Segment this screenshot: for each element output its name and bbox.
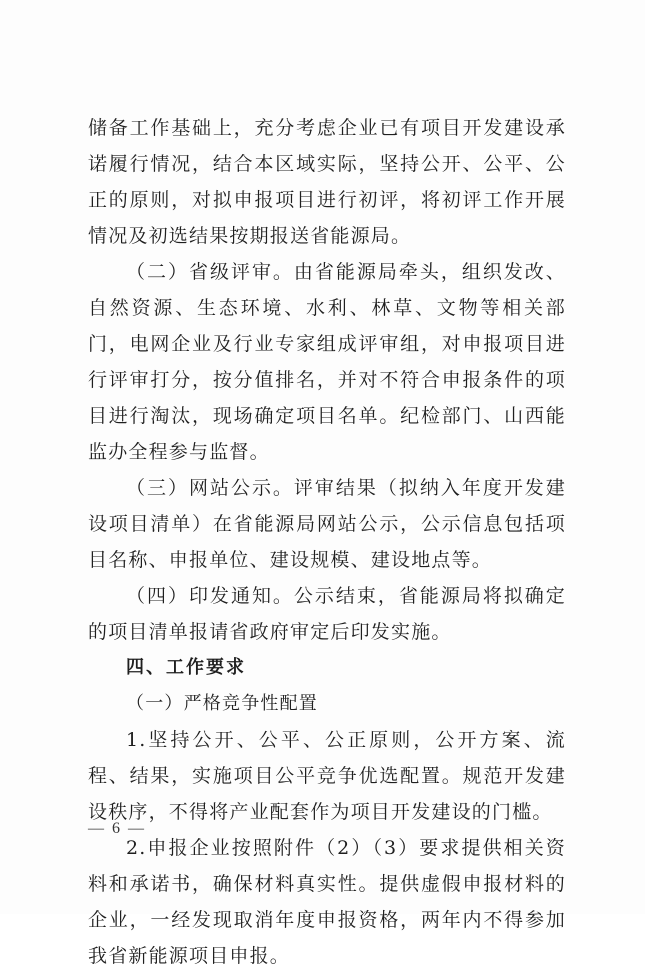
paragraph-provincial-review: （二）省级评审。由省能源局牵头，组织发改、自然资源、生态环境、水利、林草、文物等相关部门，电网企业及行业专家组成评审组，对申报项目进行评审打分，按分值排名，并对不符合申报条件的项目进行淘汰，现场确定项目名单。纪检部门、山西能监办全程参与监督。 [88,261,566,463]
page-number: — 6 — [88,820,146,837]
section-heading-work-requirements: 四、工作要求 [126,657,246,678]
paragraph-continuation: 储备工作基础上，充分考虑企业已有项目开发建设承诺履行情况，结合本区域实际，坚持公开、公平、公正的原则，对拟申报项目进行初评，将初评工作开展情况及初选结果按期报送省能源局。 [88,117,566,247]
subheading-competitive-allocation: （一）严格竞争性配置 [126,693,318,714]
list-item-1: 1.坚持公开、公平、公正原则，公开方案、流程、结果，实施项目公平竞争优选配置。规范开发建设秩序，不得将产业配套作为项目开发建设的门槛。 [88,729,566,823]
paragraph-website-publicity: （三）网站公示。评审结果（拟纳入年度开发建设项目清单）在省能源局网站公示，公示信息包括项目名称、申报单位、建设规模、建设地点等。 [88,477,566,571]
list-item-2: 2.申报企业按照附件（2）（3）要求提供相关资料和承诺书，确保材料真实性。提供虚假申报材料的企业，一经发现取消年度申报资格，两年内不得参加我省新能源项目申报。 [88,837,566,967]
document-body [88,110,566,974]
paragraph-issue-notice: （四）印发通知。公示结束，省能源局将拟确定的项目清单报请省政府审定后印发实施。 [88,585,566,643]
